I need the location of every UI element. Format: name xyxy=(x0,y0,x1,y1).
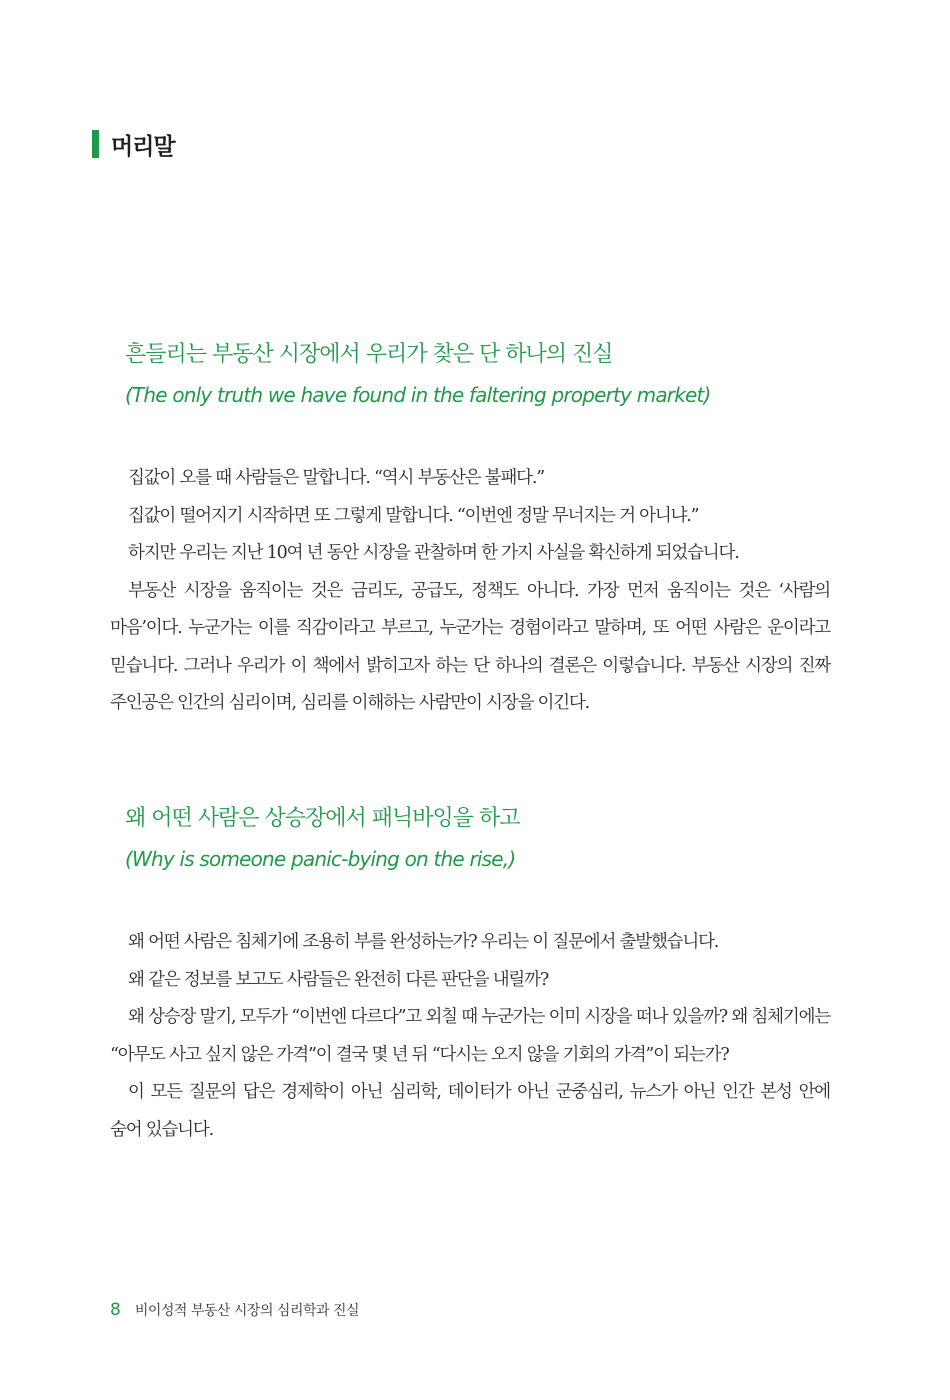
paragraph: 하지만 우리는 지난 10여 년 동안 시장을 관찰하며 한 가지 사실을 확신하게 되었습니다. xyxy=(128,543,739,563)
paragraph: 집값이 떨어지기 시작하면 또 그렇게 말합니다. “이번엔 정말 무너지는 거 아니냐.” xyxy=(128,505,699,526)
paragraph: 집값이 오를 때 사람들은 말합니다. “역시 부동산은 불패다.” xyxy=(128,468,544,488)
paragraph: 왜 같은 정보를 보고도 사람들은 완전히 다른 판단을 내릴까? xyxy=(128,969,549,990)
page-number: 8 xyxy=(110,1300,121,1320)
chapter-title: 머리말 xyxy=(111,133,175,160)
section-1-subtitle: (The only truth we have found in the faltering property market) xyxy=(125,383,711,407)
section-1 xyxy=(110,338,830,723)
section-2 xyxy=(110,802,830,1149)
paragraph: 왜 어떤 사람은 침체기에 조용히 부를 완성하는가? 우리는 이 질문에서 출발했습니다. xyxy=(128,932,719,952)
paragraph: 이 모든 질문의 답은 경제학이 아닌 심리학, 데이터가 아닌 군중심리, 뉴스가 아닌 인간 본성 안에 숨어 있습니다. xyxy=(110,1082,830,1140)
section-2-body xyxy=(110,924,830,1149)
paragraph: 왜 상승장 말기, 모두가 “이번엔 다르다”고 외칠 때 누군가는 이미 시장을 떠나 있을까? 왜 침체기에는 “아무도 사고 싶지 않은 가격”이 결국 몇 년 뒤 “다시는 오지 않을 기회의 가격”이 되는가? xyxy=(110,1007,830,1065)
book-title: 비이성적 부동산 시장의 심리학과 진실 xyxy=(134,1303,360,1319)
section-2-subtitle: (Why is someone panic-bying on the rise,) xyxy=(125,847,516,871)
chapter-bar-marker xyxy=(92,130,99,158)
page-footer xyxy=(110,1300,359,1320)
chapter-header xyxy=(92,128,175,160)
section-1-body xyxy=(110,460,830,723)
paragraph: 부동산 시장을 움직이는 것은 금리도, 공급도, 정책도 아니다. 가장 먼저 움직이는 것은 ‘사람의 마음’이다. 누군가는 이를 직감이라고 부르고, 누군가는 경험이라고 말하며, 또 어떤 사람은 운이라고 믿습니다. 그러나 우리가 이 책에서 밝히고자 하는 단 하나의 결론은 이렇습니다. 부동산 시장의 진짜 주인공은 인간의 심리이며, 심리를 이해하는 사람만이 시장을 이긴다. xyxy=(110,580,830,713)
section-1-title: 흔들리는 부동산 시장에서 우리가 찾은 단 하나의 진실 xyxy=(125,342,613,367)
section-2-title: 왜 어떤 사람은 상승장에서 패닉바잉을 하고 xyxy=(125,806,520,831)
